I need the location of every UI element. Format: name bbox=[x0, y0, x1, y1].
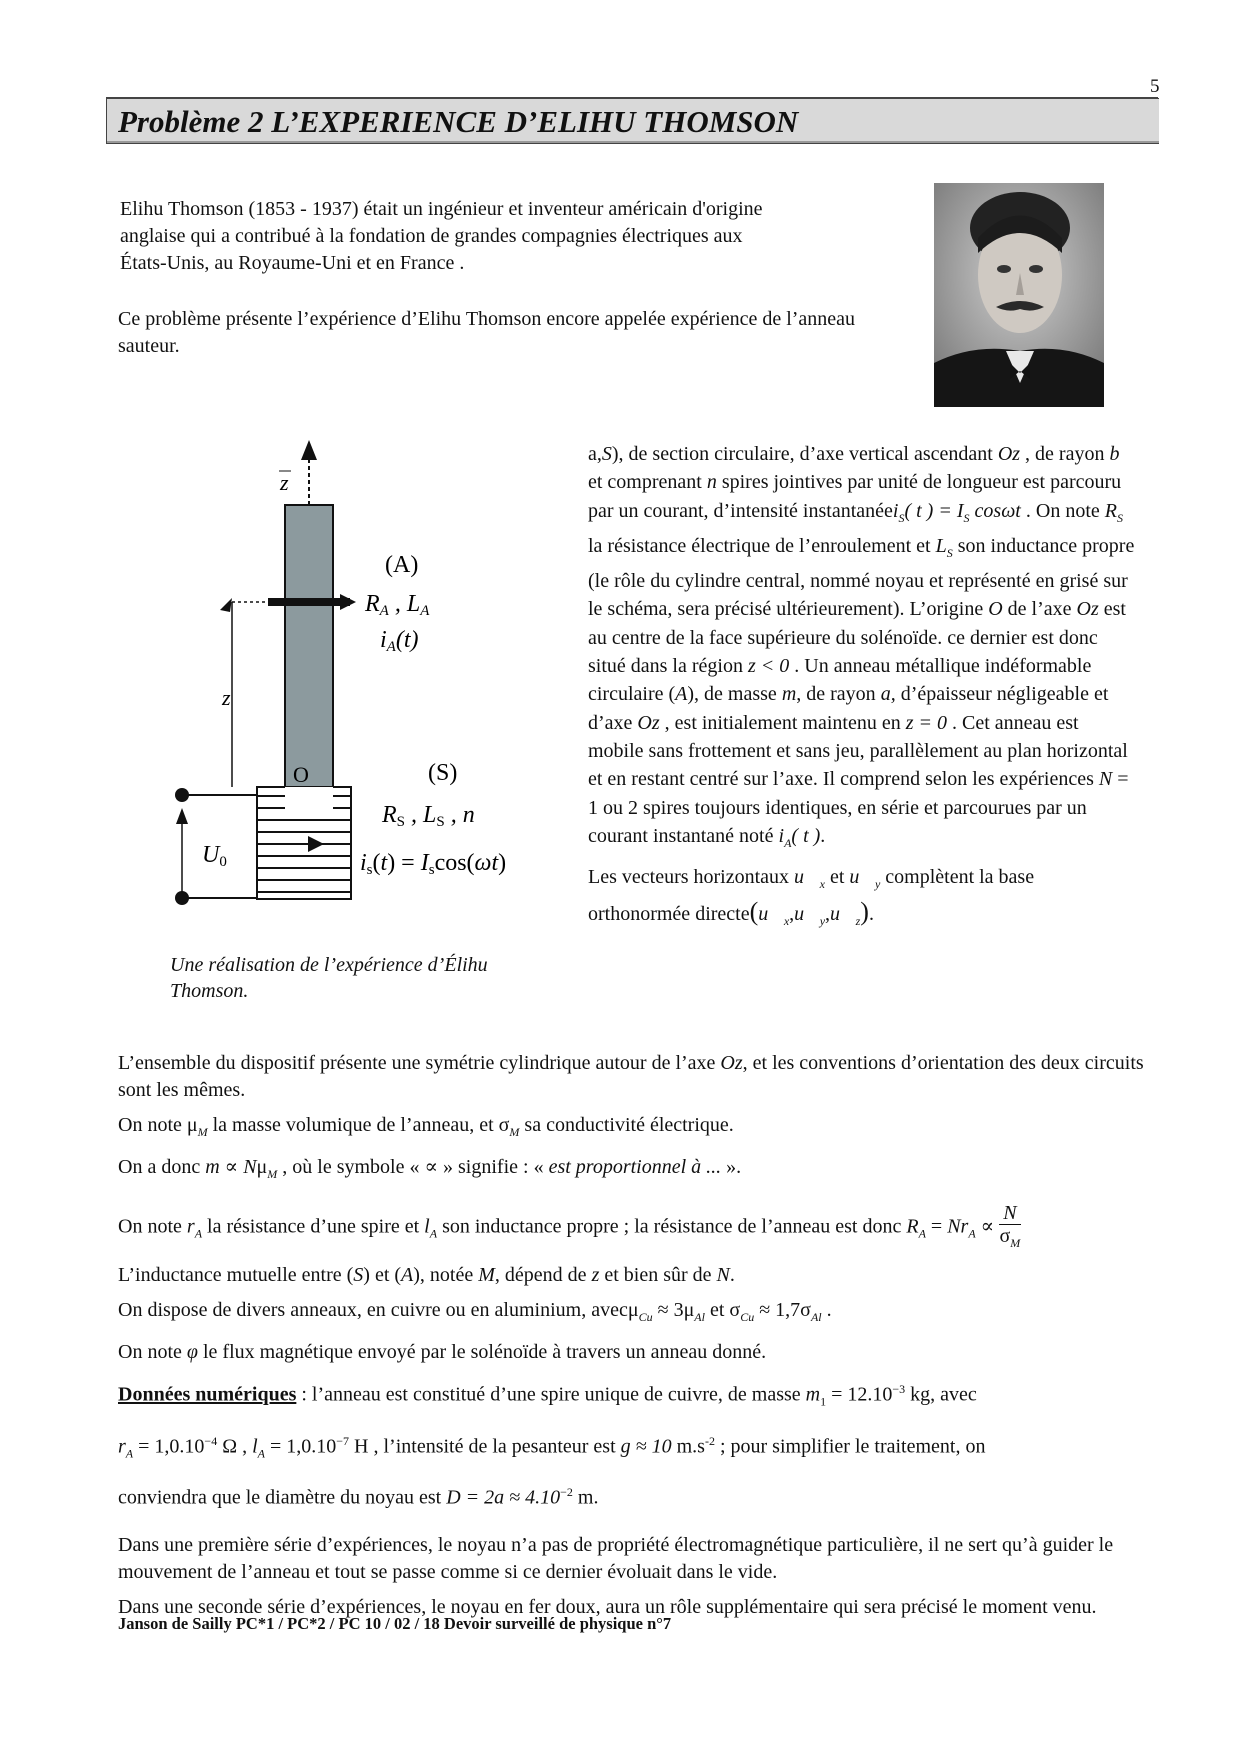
t: le flux magnétique envoyé par le solénoïde à travers un anneau donné. bbox=[197, 1341, 767, 1363]
t: Oz bbox=[720, 1052, 743, 1074]
t: I bbox=[956, 499, 964, 522]
t: −2 bbox=[560, 1485, 573, 1500]
t: son inductance propre (le rôle du cylindre central, nommé noyau et représenté en grisé sur le schéma, sera précisé ultérieurement). L’origine bbox=[588, 534, 1135, 621]
t: kg, avec bbox=[905, 1383, 977, 1406]
axis-label: z bbox=[280, 470, 289, 495]
t: On note bbox=[118, 1341, 187, 1363]
t: b bbox=[1109, 443, 1120, 465]
t: complètent la base orthonormée directe bbox=[588, 866, 1035, 926]
terminal-bottom bbox=[175, 891, 189, 905]
ring-params: RA , LA bbox=[365, 591, 430, 619]
body-mutual bbox=[118, 1262, 1178, 1289]
t: sa conductivité électrique. bbox=[519, 1114, 734, 1136]
t: S bbox=[353, 1264, 364, 1286]
t: L bbox=[935, 534, 947, 557]
t: , et les conventions d’orientation des deux circuits sont les mêmes. bbox=[118, 1052, 1144, 1101]
t: R bbox=[1104, 499, 1117, 522]
t: de l’axe bbox=[1002, 598, 1077, 621]
data-title: Données numériques bbox=[118, 1383, 297, 1406]
t: et bbox=[824, 866, 850, 889]
body-resistance: On note $r_A$ la résistance d’une spire et $l_A$ son inductance propre ; la résistance de l’anneau est donc $R_A = Nr_A$ ∝ $\frac{N}{\sigma_M}$ bbox=[118, 1202, 1178, 1254]
body-density: On note $\mu_M$ la masse volumique de l’anneau, et $\sigma_M$ sa conductivité électrique. bbox=[118, 1114, 734, 1139]
t: son inductance propre ; la résistance de l’anneau est donc bbox=[437, 1215, 907, 1238]
t: −7 bbox=[336, 1433, 350, 1448]
t: Oz bbox=[997, 443, 1021, 465]
body-mass-relation: On a donc $m \propto N\mu_M$ , où le symbole « ∝ » signifie : « est proportionnel à ... ». bbox=[118, 1156, 742, 1181]
t: et comprenant bbox=[588, 471, 707, 494]
t: N bbox=[716, 1264, 730, 1286]
t: m.s bbox=[671, 1435, 705, 1458]
t: a, bbox=[880, 683, 896, 706]
intro-text-2: Ce problème présente l’expérience d’Elihu Thomson encore appelée expérience de l’anneau sauteur. bbox=[118, 308, 856, 357]
z-axis-arrow bbox=[301, 440, 317, 460]
t: spires jointives par unité de longueur est parcouru par un courant, d’intensité instantanée bbox=[588, 471, 1122, 522]
body-data-2: $r_A = 1,0.10^{-4}$ Ω , $l_A = 1,0.10^{-7}$ H , l’intensité de la pesanteur est g ≈ 10 $m.s^{-2}$ ; pour simplifier le traitement, on bbox=[118, 1433, 986, 1461]
t: , l’intensité de la pesanteur est bbox=[368, 1435, 621, 1458]
intro-paragraph-2 bbox=[118, 306, 878, 360]
t: H bbox=[349, 1435, 369, 1458]
t: ». bbox=[721, 1156, 742, 1178]
body-flux bbox=[118, 1339, 1178, 1366]
t: la résistance d’une spire et bbox=[202, 1215, 425, 1238]
t: . On note bbox=[1020, 499, 1105, 522]
t: la résistance électrique de l’enroulement et bbox=[588, 534, 936, 557]
elihu-thomson-portrait bbox=[934, 183, 1104, 407]
t: M bbox=[478, 1264, 495, 1286]
t: S bbox=[601, 443, 612, 465]
t: −4 bbox=[204, 1433, 218, 1448]
body-data-1: Données numériques : l’anneau est constitué d’une spire unique de cuivre, de masse $m_1 = 12.10^{-3}$ kg, avec bbox=[118, 1382, 977, 1409]
t: i bbox=[892, 499, 899, 522]
t: On dispose de divers anneaux, en cuivre ou en aluminium, avec bbox=[118, 1299, 628, 1321]
t: est proportionnel à ... bbox=[548, 1156, 722, 1178]
body-text bbox=[118, 1050, 1178, 1629]
body-symmetry bbox=[118, 1050, 1178, 1104]
fraction-N-over-sigma: $\frac{N}{\sigma_M}$ bbox=[999, 1202, 1021, 1250]
t: Les vecteurs horizontaux bbox=[588, 866, 795, 889]
t: . bbox=[729, 1264, 735, 1286]
figure-caption: Une réalisation de l’expérience d’Élihu Thomson. bbox=[170, 954, 488, 1002]
body-data-3 bbox=[118, 1479, 1178, 1512]
ring-current: iA(t) bbox=[380, 627, 419, 655]
page-number: 5 bbox=[1150, 76, 1160, 97]
t: O bbox=[988, 598, 1003, 621]
t: Ω , bbox=[217, 1435, 253, 1458]
t: : l’anneau est constitué d’une spire unique de cuivre, de masse bbox=[296, 1383, 806, 1406]
t: A bbox=[401, 1264, 414, 1286]
right-paragraph-2: Les vecteurs horizontaux $u⃗_x$ et $u⃗_y$ complètent la base orthonormée $directe(u⃗_x,u⃗_y,u⃗_z)$. bbox=[588, 866, 1035, 929]
page-footer: Janson de Sailly PC*1 / PC*2 / PC 10 / 02 / 18 Devoir surveillé de physique n°7 bbox=[118, 1614, 672, 1633]
right-paragraph-1: a,S), de section circulaire, d’axe vertical ascendant Oz , de rayon b et comprenant n spires jointives par unité de longueur est parcouru par un courant, d’intensité instantanéei$_S$( t ) = $I_S$ cosωt . On note $R_S$ la résistance électrique de l’enroulement et $L_S$ son inductance propre (le rôle du cylindre central, nommé noyau et représenté en grisé sur le schéma, sera précisé ultérieurement). L’origine O de l’axe Oz est au centre de la face supérieure du solénoïde. ce dernier est donc situé dans la région z < 0 . Un anneau métallique indéformable circulaire (A), de masse m, de rayon a, d’épaisseur négligeable et d’axe Oz , est initialement maintenu en z = 0 . Cet anneau est mobile sans frottement et sans jeu, parallèlement au plan horizontal et en restant centré sur l’axe. Il comprend selon les expériences N = 1 ou 2 spires toujours identiques, en série et parcourues par un courant instantané noté $i_A$( t ). bbox=[588, 443, 1135, 850]
t: Oz bbox=[1076, 598, 1099, 621]
t: ( t ) = bbox=[904, 499, 957, 522]
t: On note bbox=[118, 1114, 187, 1136]
intro-paragraph-1 bbox=[120, 196, 790, 277]
ring-current-arrow bbox=[340, 594, 356, 610]
t: i bbox=[778, 824, 785, 847]
t: z bbox=[591, 1264, 600, 1286]
page-title: Problème 2 L’EXPERIENCE D’ELIHU THOMSON bbox=[118, 104, 799, 139]
t: ωt bbox=[1001, 499, 1021, 522]
ring-name: (A) bbox=[385, 552, 419, 578]
z-label: z bbox=[222, 685, 231, 710]
solenoid-name: (S) bbox=[428, 760, 458, 786]
solenoid-top-gap bbox=[285, 787, 333, 813]
body-experiments-1: Dans une première série d’expériences, le noyau n’a pas de propriété électromagnétique particulière, il ne sert qu’à guider le mouvement de l’anneau et tout se passe comme si ce dernier évoluait dans le vide. bbox=[118, 1533, 1114, 1583]
t: φ bbox=[186, 1341, 198, 1363]
t: , de rayon bbox=[796, 683, 881, 706]
t: = 1 ou 2 spires toujours identiques, en série et parcourues par un courant instantané noté bbox=[588, 768, 1129, 847]
portrait-drawing bbox=[934, 183, 1104, 407]
t: . Un anneau métallique indéformable circulaire ( bbox=[588, 655, 1092, 706]
t: est au centre de la face supérieure du solénoïde. ce dernier est donc situé dans la région bbox=[588, 598, 1126, 678]
t: ), de section circulaire, d’axe vertical ascendant bbox=[611, 443, 998, 465]
t: D = 2a ≈ 4.10 bbox=[446, 1486, 561, 1509]
t: = 12.10 bbox=[831, 1383, 893, 1406]
t: ) et ( bbox=[363, 1264, 402, 1286]
voltage-label: U0 bbox=[202, 842, 227, 870]
t: , dépend de bbox=[494, 1264, 592, 1286]
t: Oz bbox=[637, 711, 660, 734]
t: ; pour simplifier le traitement, on bbox=[714, 1435, 986, 1458]
voltage-arrow-head bbox=[176, 808, 188, 824]
t: = 1,0.10 bbox=[269, 1435, 337, 1458]
t: -2 bbox=[704, 1433, 715, 1448]
t: . Cet anneau est mobile sans frottement et sans jeu, parallèlement au plan horizontal et en restant centré sur l’axe. Il comprend selon les expériences bbox=[588, 711, 1128, 791]
t: . bbox=[820, 824, 826, 847]
t: m bbox=[781, 683, 797, 706]
terminal-top bbox=[175, 788, 189, 802]
t: ( t ) bbox=[791, 824, 821, 847]
t: et bien sûr de bbox=[599, 1264, 717, 1286]
solenoid-params: RS , LS , n bbox=[382, 802, 475, 830]
t: A bbox=[675, 683, 688, 706]
t: n bbox=[706, 471, 717, 494]
t: ), notée bbox=[413, 1264, 479, 1286]
origin-label: O bbox=[293, 762, 309, 787]
z-dimension-arrow bbox=[220, 598, 232, 612]
t: la masse volumique de l’anneau, et bbox=[207, 1114, 499, 1136]
t: z < 0 bbox=[747, 655, 790, 678]
t: , est initialement maintenu en bbox=[659, 711, 906, 734]
t: On a donc bbox=[118, 1156, 206, 1178]
t: On note bbox=[118, 1215, 187, 1238]
t: m. bbox=[572, 1486, 599, 1509]
t: , de rayon bbox=[1020, 443, 1110, 465]
experiment-diagram bbox=[160, 430, 590, 930]
t: z = 0 bbox=[905, 711, 947, 734]
intro-text-1: Elihu Thomson (1853 - 1937) était un ingénieur et inventeur américain d'origine anglaise qui a contribué à la fondation de grandes compagnies électriques aux États-Unis, au Royaume-Uni et en France . bbox=[120, 198, 763, 274]
t: g ≈ 10 bbox=[620, 1435, 672, 1458]
solenoid-current: is(t) = Iscos(ωt) bbox=[360, 850, 507, 878]
t: −3 bbox=[892, 1382, 906, 1396]
t: = 1,0.10 bbox=[138, 1435, 205, 1458]
t: , où le symbole « ∝ » signifie : « bbox=[277, 1156, 549, 1178]
t: N bbox=[1098, 768, 1113, 791]
t: conviendra que le diamètre du noyau est bbox=[118, 1486, 447, 1509]
t: ), de masse bbox=[687, 683, 782, 706]
t: L’ensemble du dispositif présente une symétrie cylindrique autour de l’axe bbox=[118, 1052, 721, 1074]
body-materials: On dispose de divers anneaux, en cuivre ou en aluminium, avecμ$_{Cu}$ ≈ $3\mu_{Al}$ et $\sigma_{Cu} \approx 1,7\sigma_{Al}$ . bbox=[118, 1299, 832, 1324]
t: et bbox=[704, 1299, 730, 1321]
t: cos bbox=[969, 499, 1002, 522]
t: L’inductance mutuelle entre ( bbox=[118, 1264, 354, 1286]
t: d’épaisseur négligeable et d’axe bbox=[588, 683, 1109, 734]
t: . bbox=[868, 903, 874, 926]
body-experiments-2: Dans une seconde série d’expériences, le noyau en fer doux, aura un rôle supplémentaire qui sera précisé le moment venu. bbox=[118, 1595, 1097, 1618]
solenoid-description bbox=[588, 440, 1136, 936]
t: a, bbox=[588, 443, 602, 465]
